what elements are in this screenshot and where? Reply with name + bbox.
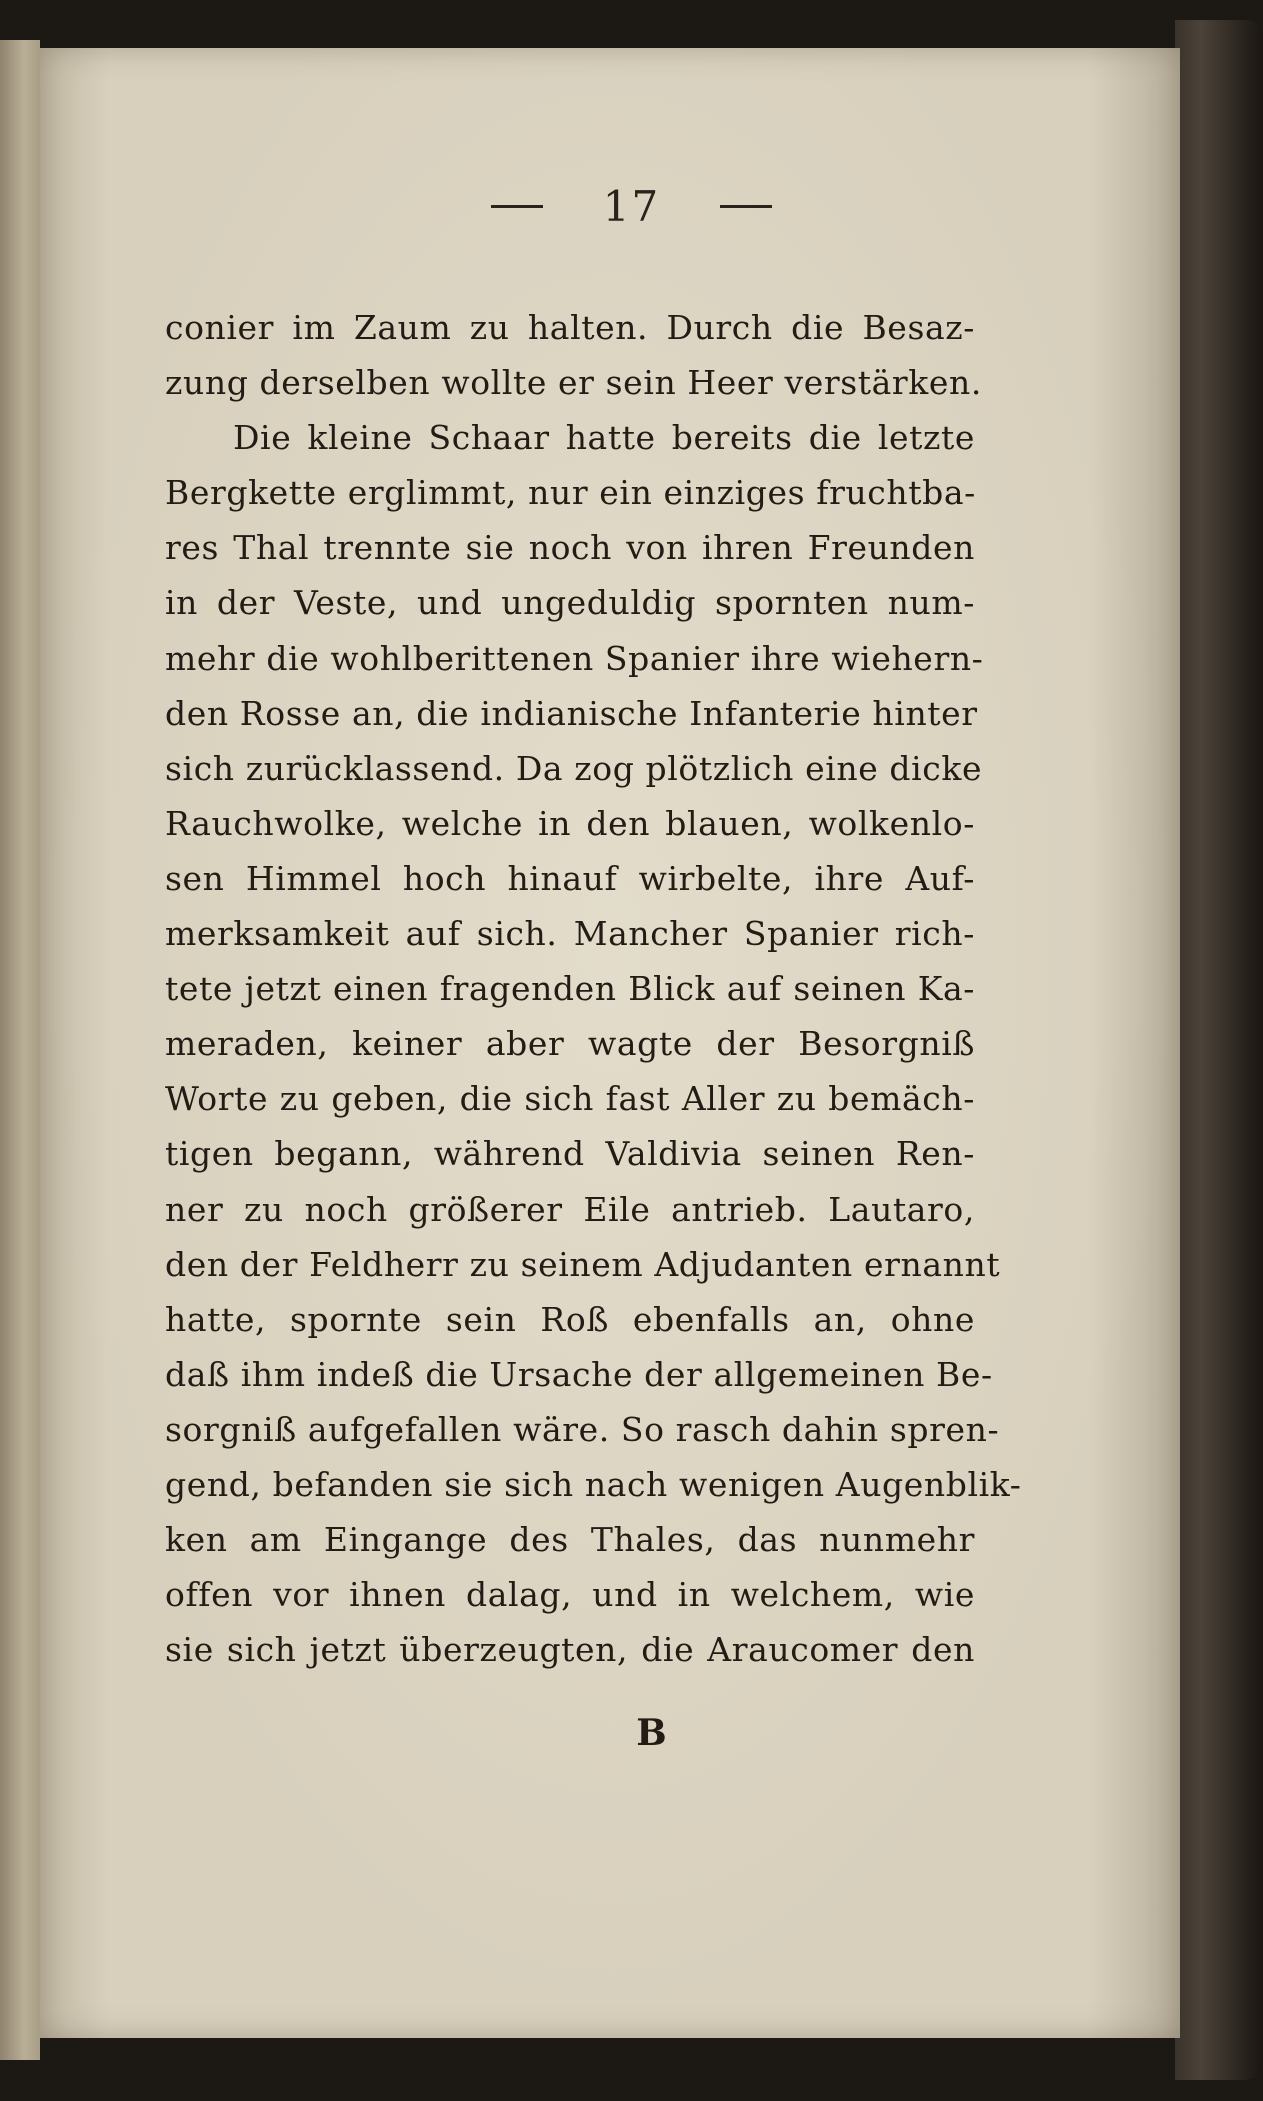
text-line: conier im Zaum zu halten. Durch die Besaz- [165, 308, 975, 347]
text-line: tigen begann, während Valdivia seinen Ren- [165, 1134, 975, 1174]
text-line: Rauchwolke, welche in den blauen, wolkenlo- [165, 803, 975, 843]
header-dash-right [720, 205, 772, 208]
text-line: sich zurücklassend. Da zog plötzlich eine dicke [165, 748, 983, 788]
text-line: tete jetzt einen fragenden Blick auf seinen Ka- [165, 969, 975, 1009]
book-spine [1175, 20, 1263, 2080]
text-line: in der Veste, und ungeduldig spornten num- [165, 583, 975, 623]
text-line: daß ihm indeß die Ursache der allgemeinen Be- [165, 1354, 993, 1394]
header-dash-left [491, 205, 543, 208]
text-line: Bergkette erglimmt, nur ein einziges fruchtba- [165, 473, 976, 513]
text-line: mehr die wohlberittenen Spanier ihre wiehern- [165, 638, 984, 678]
text-line: res Thal trennte sie noch von ihren Freunden [165, 528, 975, 568]
text-line: offen vor ihnen dalag, und in welchem, wie [165, 1575, 975, 1615]
body-text [165, 300, 1022, 1677]
text-line: hatte, spornte sein Roß ebenfalls an, ohne [165, 1299, 975, 1339]
text-line: den der Feldherr zu seinem Adjudanten ernannt [165, 1244, 1001, 1284]
text-line: sie sich jetzt überzeugten, die Araucomer den [165, 1630, 975, 1670]
text-line: gend, befanden sie sich nach wenigen Augenblik- [165, 1464, 1022, 1504]
text-line: zung derselben wollte er sein Heer verstärken. [165, 363, 982, 403]
text-line: Worte zu geben, die sich fast Aller zu bemäch- [165, 1079, 975, 1119]
text-line: sen Himmel hoch hinauf wirbelte, ihre Auf- [165, 858, 975, 898]
previous-page-edge [0, 40, 40, 2060]
text-line: ner zu noch größerer Eile antrieb. Lautaro, [165, 1189, 975, 1229]
text-line: Die kleine Schaar hatte bereits die letzte [233, 418, 975, 458]
text-line: merksamkeit auf sich. Mancher Spanier rich- [165, 914, 975, 954]
page-number: 17 [602, 181, 661, 231]
signature-mark: B [636, 1712, 667, 1754]
page-header [0, 178, 1263, 231]
text-line: den Rosse an, die indianische Infanterie hinter [165, 693, 978, 733]
text-line: meraden, keiner aber wagte der Besorgniß [165, 1024, 975, 1064]
text-line: ken am Eingange des Thales, das nunmehr [165, 1520, 975, 1560]
text-line: sorgniß aufgefallen wäre. So rasch dahin spren- [165, 1409, 1000, 1449]
